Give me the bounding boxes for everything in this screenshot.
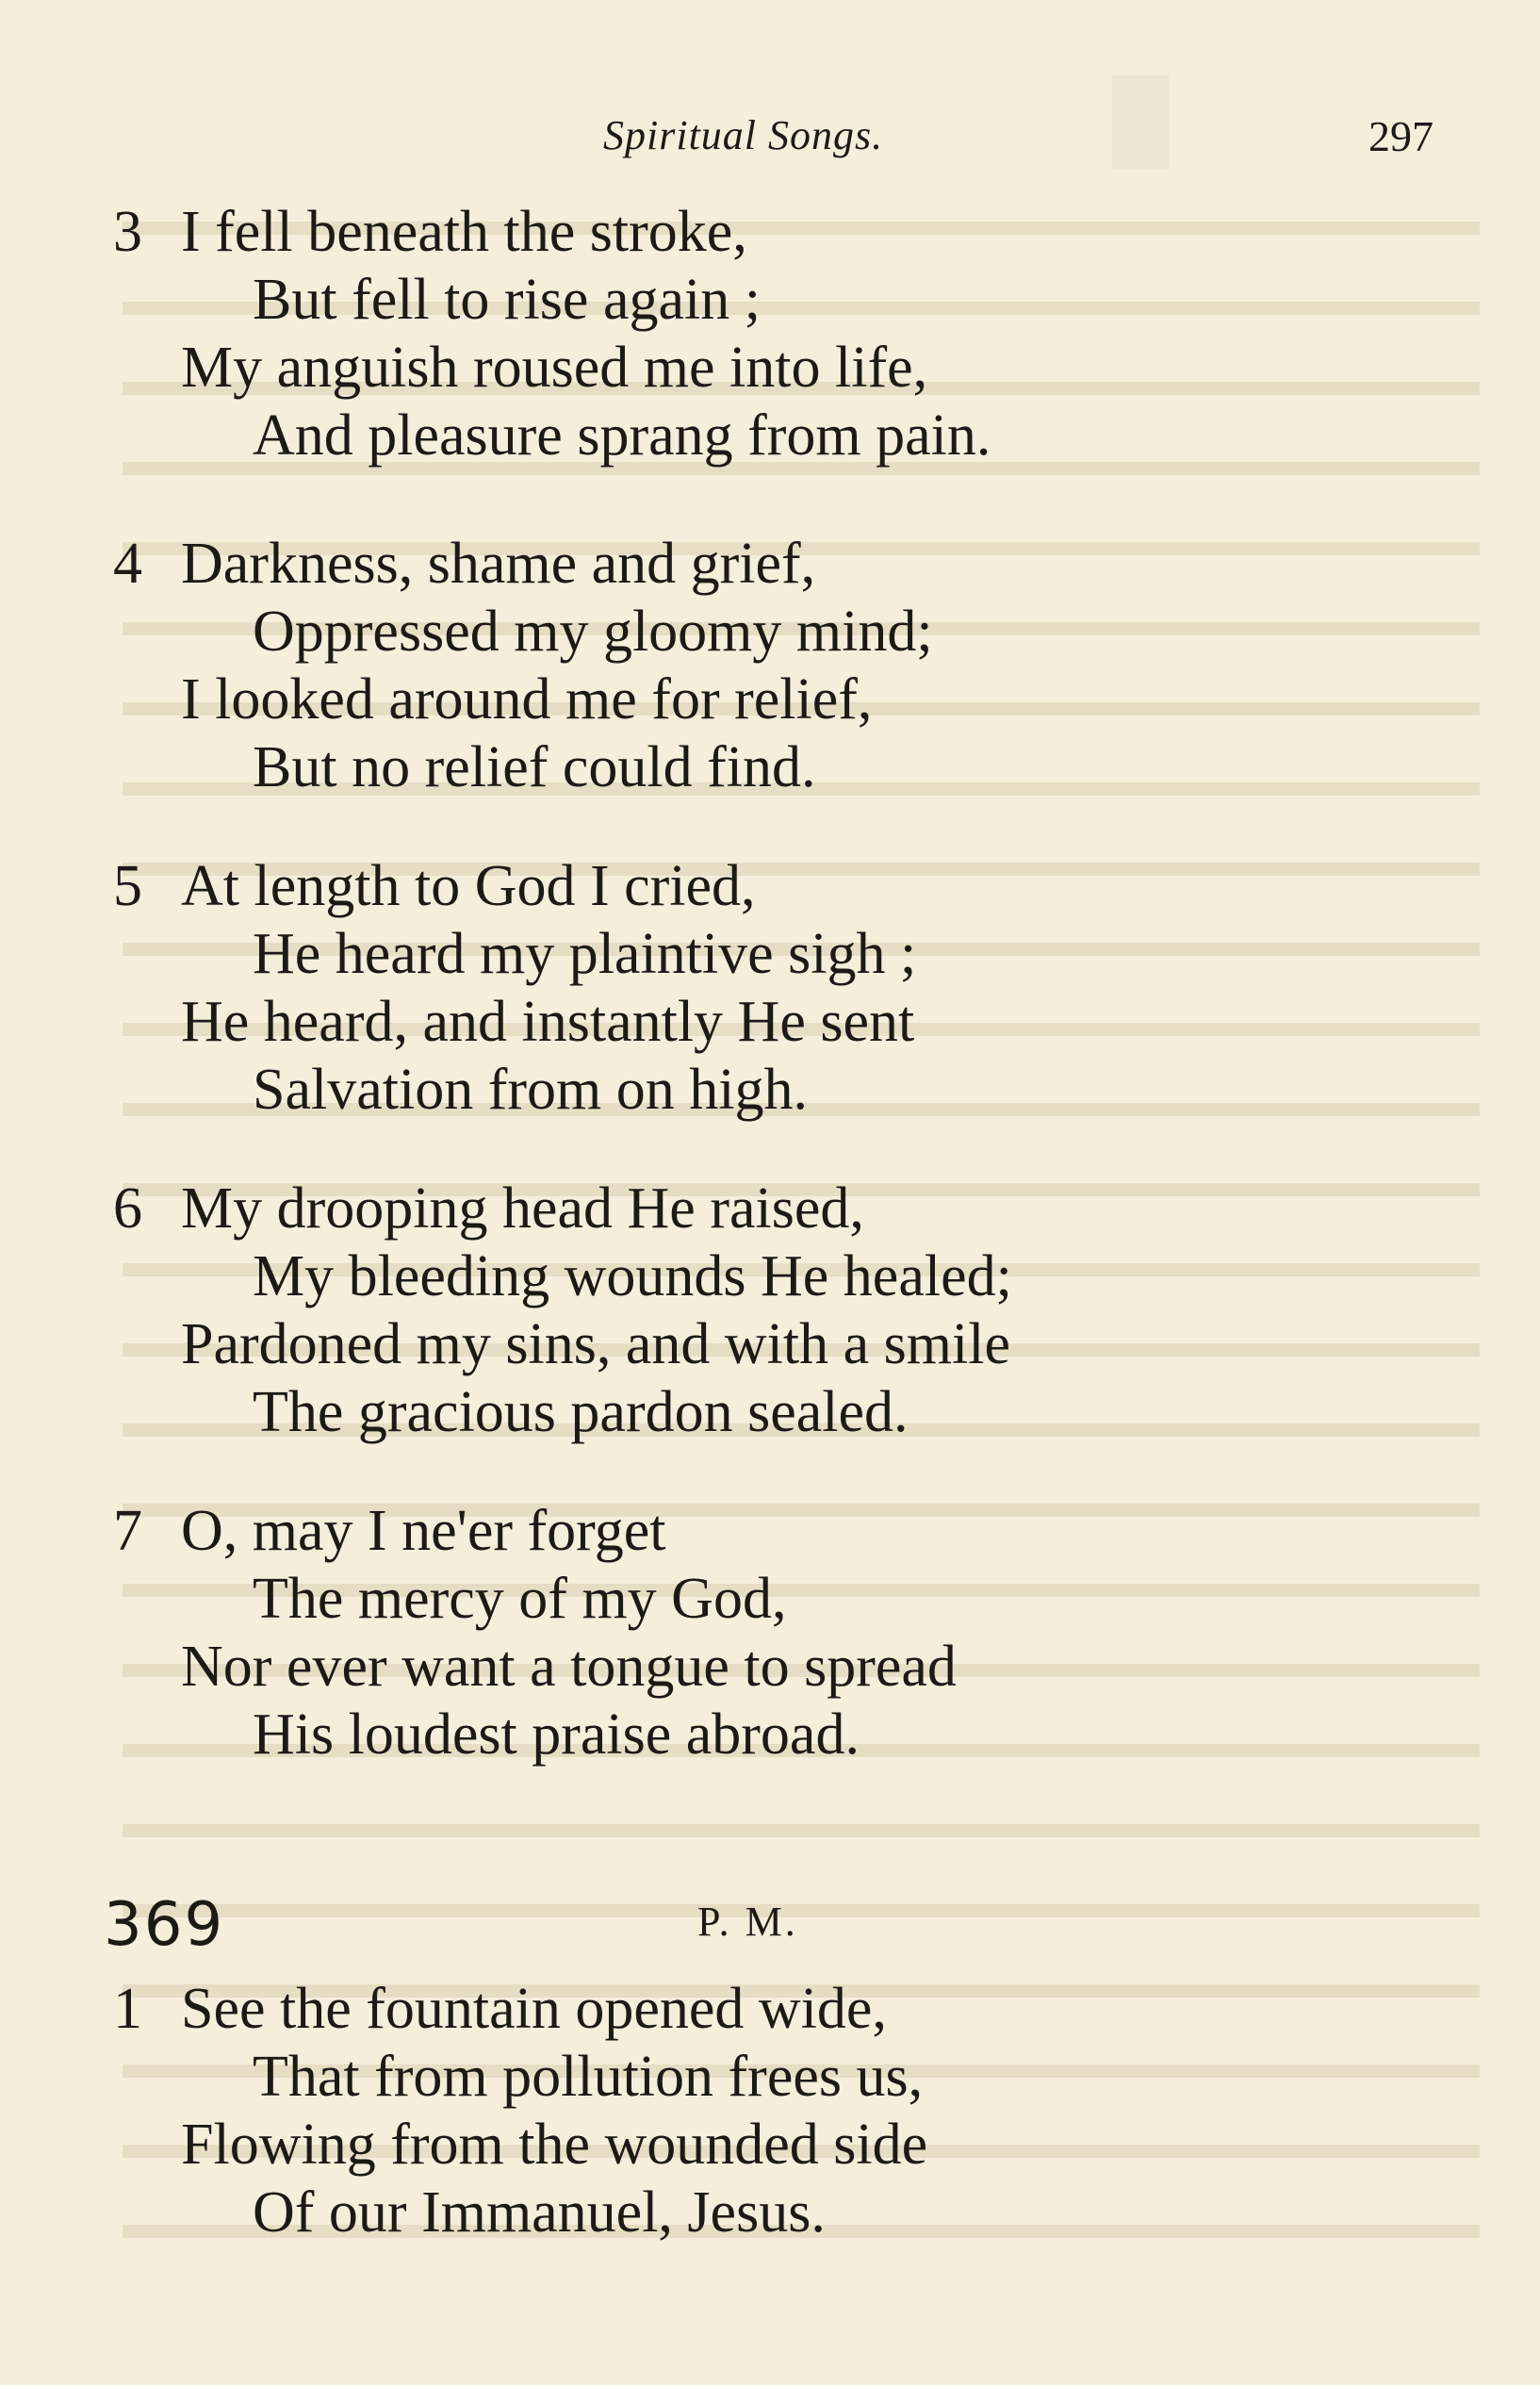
- stanza-line: My drooping head He raised,: [181, 1176, 864, 1241]
- stanza-number: 7: [113, 1499, 142, 1563]
- stanza-line: But no relief could find.: [253, 735, 816, 799]
- stanza-7: [113, 1497, 1338, 1768]
- stanza-4: [113, 530, 1338, 801]
- stanza-line: The gracious pardon sealed.: [253, 1380, 909, 1444]
- stanza-line: Pardoned my sins, and with a smile: [181, 1312, 1010, 1376]
- hymn-meter: P. M.: [697, 1899, 798, 1945]
- stanza-number: 3: [113, 200, 142, 264]
- stanza-line: And pleasure sprang from pain.: [253, 403, 991, 468]
- stanza-line: He heard, and instantly He sent: [181, 990, 915, 1054]
- stanza-line: I looked around me for relief,: [181, 667, 873, 732]
- stanza-line: Of our Immanuel, Jesus.: [253, 2180, 826, 2245]
- stanza-line: That from pollution frees us,: [253, 2045, 924, 2109]
- stanza-number: 4: [113, 532, 142, 596]
- stanza-number: 1: [113, 1977, 142, 2041]
- running-header-title: Spiritual Songs.: [603, 112, 884, 158]
- page-number: 297: [1368, 112, 1434, 160]
- stanza-line: But fell to rise again ;: [253, 268, 761, 332]
- stanza-line: Nor ever want a tongue to spread: [181, 1635, 957, 1699]
- stanza-3: [113, 198, 1338, 469]
- stanza-number: 6: [113, 1176, 142, 1241]
- stanza-line: Salvation from on high.: [253, 1058, 808, 1122]
- stanza-line: The mercy of my God,: [253, 1567, 787, 1631]
- stanza-line: Darkness, shame and grief,: [181, 532, 816, 596]
- stanza-5: [113, 852, 1338, 1124]
- stanza-line: My anguish roused me into life,: [181, 336, 928, 400]
- stanza-6: [113, 1175, 1338, 1446]
- stanza-number: 5: [113, 854, 142, 918]
- stanza-line: Oppressed my gloomy mind;: [253, 600, 933, 664]
- stanza-line: I fell beneath the stroke,: [181, 200, 747, 264]
- stanza-line: My bleeding wounds He healed;: [253, 1244, 1012, 1308]
- hymn-number: 369: [104, 1890, 225, 1960]
- stanza-line: Flowing from the wounded side: [181, 2113, 928, 2177]
- stanza-line: See the fountain opened wide,: [181, 1977, 887, 2041]
- stanza-line: O, may I ne'er forget: [181, 1499, 666, 1563]
- stanza-line: He heard my plaintive sigh ;: [253, 922, 917, 986]
- stanza-line: At length to God I cried,: [181, 854, 756, 918]
- hymn-369-stanza-1: [113, 1975, 1338, 2246]
- stanza-line: His loudest praise abroad.: [253, 1702, 860, 1767]
